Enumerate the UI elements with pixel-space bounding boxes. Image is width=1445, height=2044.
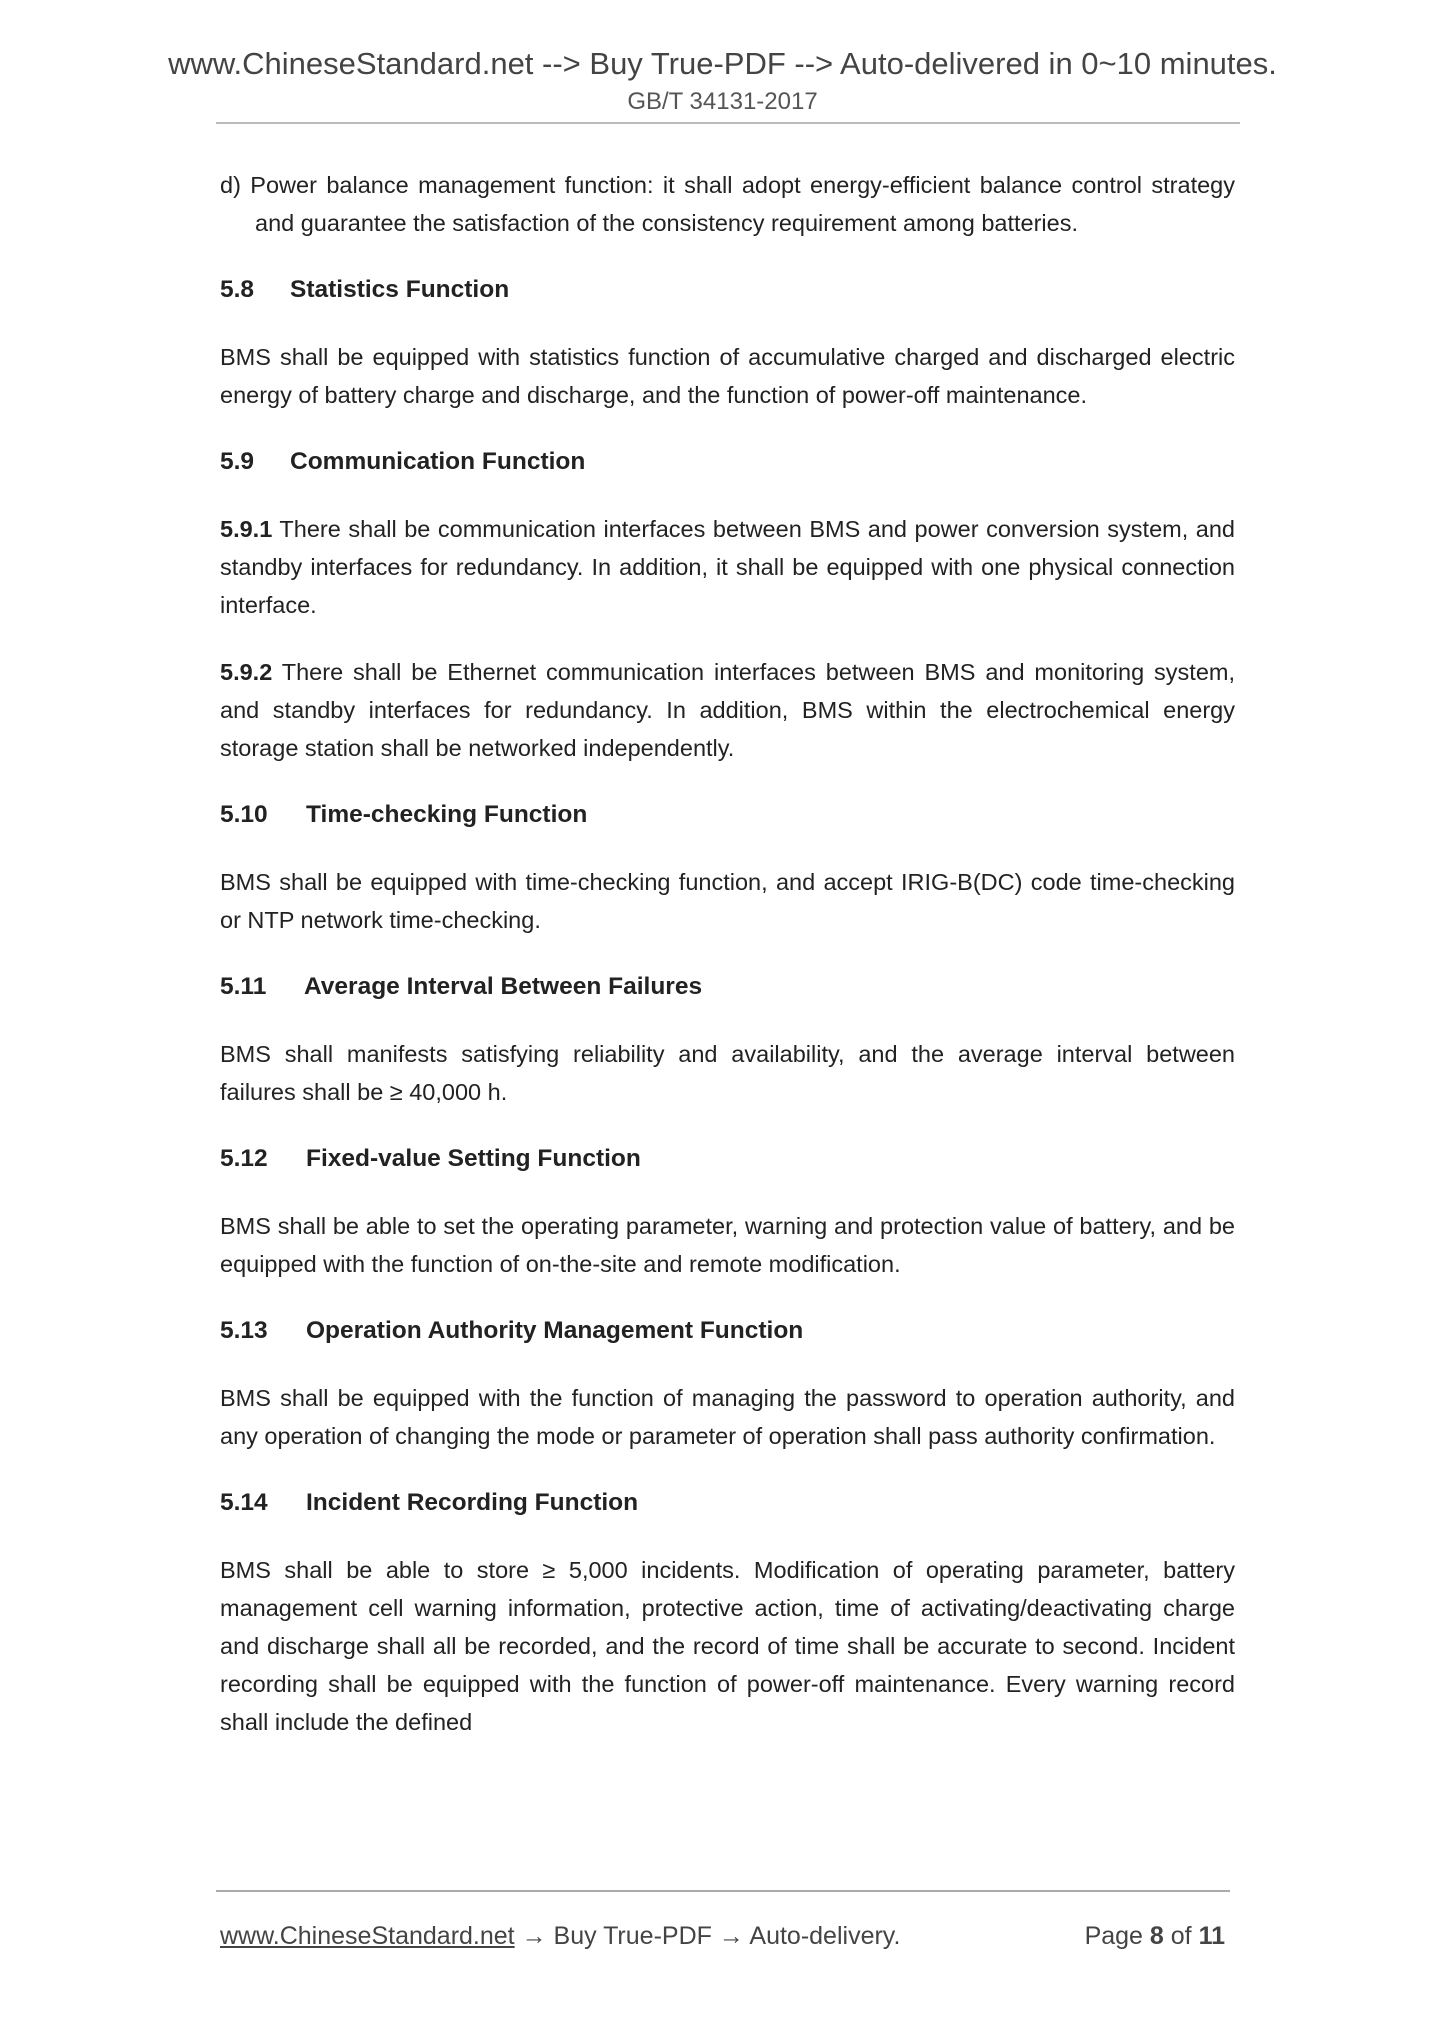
footer-divider (216, 1890, 1230, 1892)
section-text-5-8: BMS shall be equipped with statistics function of accumulative charged and discharged electric energy of battery charge and discharge, and the function of power-off maintenance. (220, 344, 1235, 408)
footer-link[interactable]: www.ChineseStandard.net (220, 1922, 515, 1950)
standard-number: GB/T 34131-2017 (627, 88, 818, 115)
clause-5-9-1: 5.9.1 There shall be communication interfaces between BMS and power conversion system, and standby interfaces for redundancy. In addition, it shall be equipped with one physical connection interface. (220, 516, 1235, 618)
section-heading-5-9: 5.9 Communication Function (220, 448, 586, 475)
section-text-5-12: BMS shall be able to set the operating parameter, warning and protection value of battery, and be equipped with the function of on-the-site and remote modification. (220, 1213, 1235, 1277)
document-body (220, 166, 1235, 1770)
header-banner: www.ChineseStandard.net --> Buy True-PDF --> Auto-delivered in 0~10 minutes. (168, 46, 1277, 81)
list-item-d: d) Power balance management function: it shall adopt energy-efficient balance control strategy and guarantee the satisfaction of the consistency requirement among batteries. (220, 172, 1235, 236)
section-heading-5-13: 5.13 Operation Authority Management Function (220, 1317, 804, 1344)
footer-text: → Buy True-PDF → Auto-delivery. (514, 1922, 901, 1950)
section-heading-5-12: 5.12 Fixed-value Setting Function (220, 1145, 641, 1172)
header-divider (216, 122, 1240, 124)
clause-5-9-2: 5.9.2 There shall be Ethernet communication interfaces between BMS and monitoring system, and standby interfaces for redundancy. In addition, BMS within the electrochemical energy storage station shall be networked independently. (220, 659, 1235, 761)
section-text-5-14: BMS shall be able to store ≥ 5,000 incidents. Modification of operating parameter, battery management cell warning information, protective action, time of activating/deactivating charge and discharge shall all be recorded, and the record of time shall be accurate to second. Incident recording shall be equipped with the function of power-off maintenance. Every warning record shall include the defined (220, 1557, 1235, 1735)
section-text-5-13: BMS shall be equipped with the function of managing the password to operation authority, and any operation of changing the mode or parameter of operation shall pass authority confirmation. (220, 1385, 1235, 1449)
section-heading-5-8: 5.8 Statistics Function (220, 276, 510, 303)
section-text-5-11: BMS shall manifests satisfying reliability and availability, and the average interval between failures shall be ≥ 40,000 h. (220, 1041, 1235, 1105)
section-heading-5-14: 5.14 Incident Recording Function (220, 1489, 639, 1516)
section-text-5-10: BMS shall be equipped with time-checking function, and accept IRIG-B(DC) code time-checking or NTP network time-checking. (220, 869, 1235, 933)
page-indicator: Page 8 of 11 (1084, 1922, 1225, 1950)
section-heading-5-11: 5.11 Average Interval Between Failures (220, 973, 703, 1000)
footer (220, 1922, 1225, 1951)
section-heading-5-10: 5.10 Time-checking Function (220, 801, 588, 828)
